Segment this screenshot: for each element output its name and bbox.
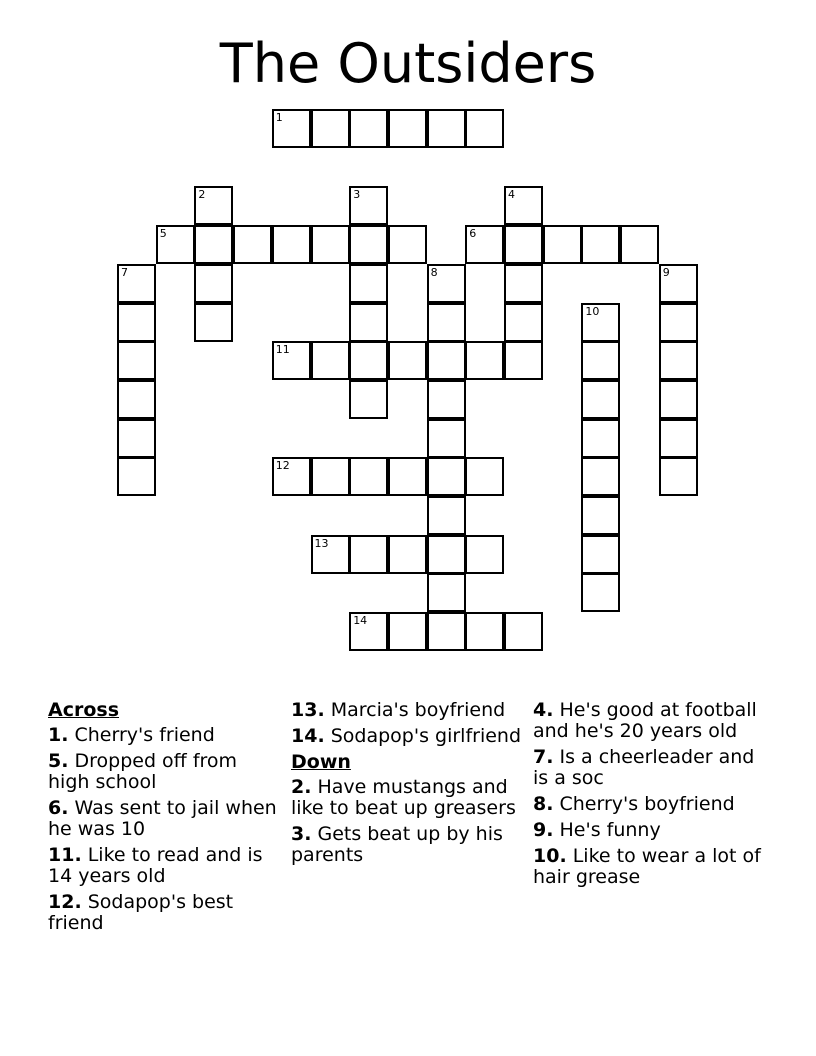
cell-number: 1 — [275, 111, 283, 124]
grid-cell[interactable] — [465, 225, 504, 264]
cell-number: 6 — [469, 227, 477, 241]
grid-cell[interactable] — [581, 225, 620, 264]
clue-number: 10. — [533, 845, 567, 867]
grid-cell[interactable] — [388, 612, 427, 651]
cell-number: 12 — [275, 459, 290, 473]
grid-cell[interactable] — [194, 264, 233, 303]
grid-cell[interactable] — [581, 303, 620, 342]
clues-column-1 — [48, 700, 278, 939]
cell-number: 3 — [353, 188, 361, 202]
clue-across-6 — [48, 798, 278, 840]
grid-cell[interactable] — [349, 457, 388, 496]
grid-cell[interactable] — [427, 612, 466, 651]
clue-text: Have mustangs and like to beat up greasers — [291, 776, 516, 819]
grid-cell[interactable] — [659, 419, 698, 458]
clue-number: 9. — [533, 819, 554, 841]
clue-number: 1. — [48, 724, 69, 746]
grid-cell[interactable] — [117, 264, 156, 303]
clue-number: 8. — [533, 793, 554, 815]
grid-cell[interactable] — [427, 457, 466, 496]
grid-cell[interactable] — [117, 380, 156, 419]
grid-cell[interactable] — [194, 225, 233, 264]
grid-cell[interactable] — [504, 612, 543, 651]
grid-cell[interactable] — [388, 225, 427, 264]
clue-across-12 — [48, 892, 278, 934]
grid-cell[interactable] — [349, 303, 388, 342]
clue-text: Was sent to jail when he was 10 — [48, 797, 277, 840]
clue-across-14 — [291, 726, 521, 747]
grid-cell[interactable] — [272, 109, 311, 148]
clue-text: Sodapop's best friend — [48, 891, 234, 934]
clue-number: 5. — [48, 750, 69, 772]
grid-cell[interactable] — [504, 264, 543, 303]
cell-number: 13 — [314, 536, 329, 550]
cell-number: 4 — [508, 188, 515, 202]
grid-cell[interactable] — [504, 303, 543, 342]
clue-text: Marcia's boyfriend — [330, 699, 506, 721]
cell-number: 11 — [275, 343, 290, 357]
clues-column-3 — [533, 700, 763, 893]
grid-cell[interactable] — [311, 109, 350, 148]
grid-cell[interactable] — [117, 457, 156, 496]
down-heading: Down — [291, 751, 351, 773]
cell-number: 2 — [198, 188, 206, 202]
grid-cell[interactable] — [311, 341, 350, 380]
grid-cell[interactable] — [465, 612, 504, 651]
grid-cell[interactable] — [465, 535, 504, 574]
cell-number: 5 — [159, 227, 167, 241]
grid-cell[interactable] — [311, 535, 350, 574]
clue-number: 7. — [533, 746, 554, 768]
grid-cell[interactable] — [659, 303, 698, 342]
grid-cell[interactable] — [543, 225, 582, 264]
grid-cell[interactable] — [659, 380, 698, 419]
clue-number: 11. — [48, 844, 82, 866]
puzzle-title: The Outsiders — [219, 32, 597, 95]
clue-text: Gets beat up by his parents — [291, 823, 503, 866]
clue-text: Like to read and is 14 years old — [48, 844, 263, 887]
grid-cell[interactable] — [581, 535, 620, 574]
clue-text: Is a cheerleader and is a soc — [533, 746, 755, 789]
cell-number: 9 — [662, 265, 670, 279]
grid-cell[interactable] — [388, 535, 427, 574]
grid-cell[interactable] — [581, 496, 620, 535]
cell-number: 10 — [585, 304, 600, 318]
grid-cell[interactable] — [349, 186, 388, 225]
grid-cell[interactable] — [272, 457, 311, 496]
grid-cell[interactable] — [659, 264, 698, 303]
grid-cell[interactable] — [349, 535, 388, 574]
clue-down-10 — [533, 846, 763, 888]
clue-text: He's good at football and he's 20 years old — [533, 699, 757, 742]
grid-cell[interactable] — [427, 341, 466, 380]
grid-cell[interactable] — [349, 109, 388, 148]
clue-down-2 — [291, 777, 521, 819]
grid-cell[interactable] — [194, 303, 233, 342]
cell-number: 8 — [430, 265, 438, 279]
grid-cell[interactable] — [349, 225, 388, 264]
grid-cell[interactable] — [427, 535, 466, 574]
clue-text: Cherry's boyfriend — [559, 793, 735, 815]
clue-down-8 — [533, 794, 763, 815]
grid-cell[interactable] — [581, 573, 620, 612]
clue-down-4 — [533, 700, 763, 742]
grid-cell[interactable] — [349, 380, 388, 419]
grid-cell[interactable] — [272, 341, 311, 380]
clue-text: Sodapop's girlfriend — [330, 725, 522, 747]
grid-cell[interactable] — [272, 225, 311, 264]
grid-cell[interactable] — [581, 457, 620, 496]
grid-cell[interactable] — [117, 303, 156, 342]
clue-down-9 — [533, 820, 763, 841]
grid-cell[interactable] — [117, 341, 156, 380]
grid-cell[interactable] — [194, 186, 233, 225]
clues-column-2 — [291, 700, 521, 871]
grid-cell[interactable] — [233, 225, 272, 264]
grid-cell[interactable] — [620, 225, 659, 264]
clue-text: Cherry's friend — [74, 724, 215, 746]
clue-number: 2. — [291, 776, 312, 798]
clue-number: 6. — [48, 797, 69, 819]
grid-cell[interactable] — [581, 380, 620, 419]
grid-cell[interactable] — [504, 186, 543, 225]
grid-cell[interactable] — [581, 419, 620, 458]
clue-across-11 — [48, 845, 278, 887]
grid-cell[interactable] — [465, 341, 504, 380]
grid-cell[interactable] — [427, 109, 466, 148]
grid-cell[interactable] — [427, 380, 466, 419]
clue-number: 13. — [291, 699, 325, 721]
clue-number: 14. — [291, 725, 325, 747]
grid-cell[interactable] — [349, 341, 388, 380]
grid-cell[interactable] — [388, 341, 427, 380]
grid-cell[interactable] — [659, 457, 698, 496]
clue-text: Like to wear a lot of hair grease — [533, 845, 761, 888]
grid-cell[interactable] — [349, 264, 388, 303]
grid-cell[interactable] — [349, 612, 388, 651]
grid-cell[interactable] — [388, 109, 427, 148]
grid-cell[interactable] — [581, 341, 620, 380]
grid-cell[interactable] — [504, 341, 543, 380]
clue-text: He's funny — [559, 819, 661, 841]
grid-cell[interactable] — [388, 457, 427, 496]
grid-cell[interactable] — [427, 419, 466, 458]
grid-cell[interactable] — [311, 457, 350, 496]
clue-across-5 — [48, 751, 278, 793]
clue-across-13 — [291, 700, 521, 721]
cell-number: 7 — [121, 265, 128, 279]
grid-cell[interactable] — [465, 109, 504, 148]
clue-down-3 — [291, 824, 521, 866]
clue-down-7 — [533, 747, 763, 789]
grid-cell[interactable] — [427, 264, 466, 303]
grid-cell[interactable] — [427, 573, 466, 612]
grid-cell[interactable] — [659, 341, 698, 380]
grid-cell[interactable] — [117, 419, 156, 458]
grid-cell[interactable] — [311, 225, 350, 264]
grid-cell[interactable] — [156, 225, 195, 264]
grid-cell[interactable] — [465, 457, 504, 496]
clue-number: 3. — [291, 823, 312, 845]
grid-cell[interactable] — [504, 225, 543, 264]
clue-across-1 — [48, 725, 278, 746]
grid-cell[interactable] — [427, 496, 466, 535]
clue-number: 4. — [533, 699, 554, 721]
clue-number: 12. — [48, 891, 82, 913]
cell-number: 14 — [353, 614, 368, 628]
clue-text: Dropped off from high school — [48, 750, 238, 793]
across-heading: Across — [48, 699, 120, 721]
grid-cell[interactable] — [427, 303, 466, 342]
